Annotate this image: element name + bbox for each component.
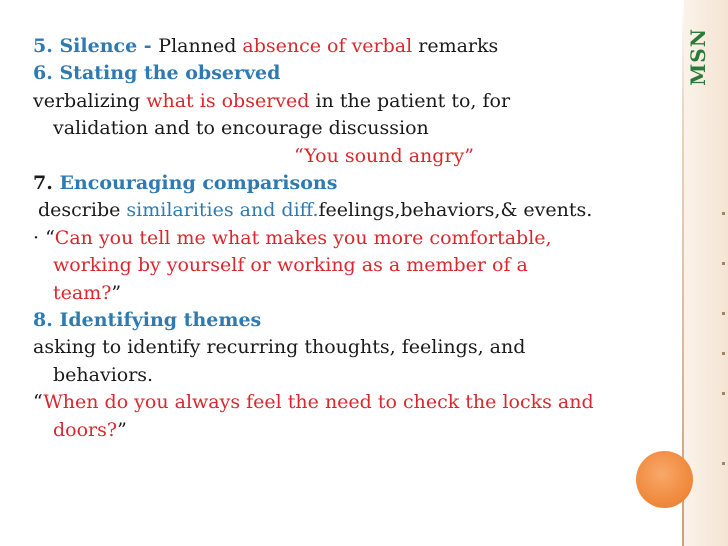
item-8-example-line2: doors?” bbox=[53, 418, 127, 441]
item-6-example: “You sound angry” bbox=[294, 144, 474, 167]
item-6-title: Stating the observed bbox=[59, 62, 281, 85]
item-6: 6. Stating the observed bbox=[33, 62, 281, 85]
item-7-title: Encouraging comparisons bbox=[59, 172, 338, 195]
item-8: 8. Identifying themes bbox=[33, 309, 262, 332]
item-8-example: “When do you always feel the need to check the locks and bbox=[33, 391, 594, 414]
sidebar-marks bbox=[718, 0, 728, 546]
item-8-desc: asking to identify recurring thoughts, feelings, and bbox=[33, 336, 526, 359]
item-5-title: Silence - bbox=[59, 35, 159, 57]
orange-circle-decoration bbox=[636, 451, 693, 508]
item-8-title: Identifying themes bbox=[59, 309, 262, 332]
item-6-desc-cont: validation and to encourage discussion bbox=[53, 117, 429, 140]
item-8-desc-cont: behaviors. bbox=[53, 363, 154, 386]
slide-content bbox=[33, 33, 705, 444]
sidebar-label: MSN bbox=[686, 28, 710, 86]
item-7-example-line3: team?” bbox=[53, 281, 122, 304]
item-7-example-line2: working by yourself or working as a member of a bbox=[53, 254, 528, 277]
item-6-desc: verbalizing what is observed in the patient to, for bbox=[33, 89, 511, 112]
item-7-example: · “Can you tell me what makes you more comfortable, bbox=[33, 226, 552, 249]
item-7: 7. Encouraging comparisons bbox=[33, 172, 338, 195]
item-7-desc: describe similarities and diff.feelings,behaviors,& events. bbox=[38, 199, 593, 222]
item-5-highlight: absence of verbal bbox=[242, 35, 413, 57]
item-5: 5. Silence - Planned absence of verbal remarks bbox=[33, 35, 499, 57]
